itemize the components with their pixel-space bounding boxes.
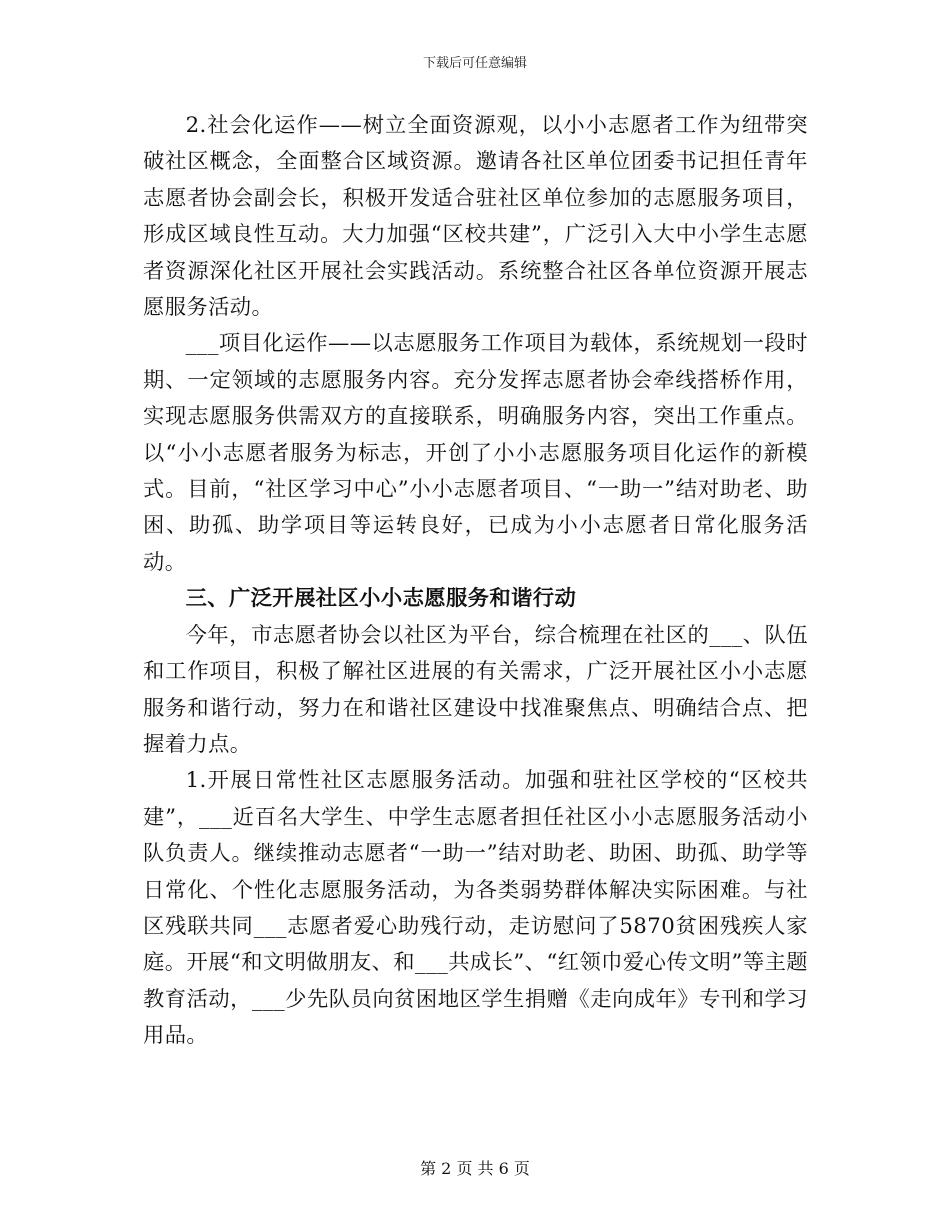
document-body [143, 108, 808, 1055]
page-footer: 第 2 页 共 6 页 [420, 1159, 530, 1178]
page-header: 下载后可任意编辑 [422, 56, 527, 71]
section-heading-three: 三、广泛开展社区小小志愿服务和谐行动 [185, 586, 577, 612]
paragraph-project-operation: ___项目化运作——以志愿服务工作项目为载体，系统规划一段时期、一定领域的志愿服务内容。充分发挥志愿者协会牵线搭桥作用，实现志愿服务供需双方的直接联系，明确服务内容，突出工作重点。以“小小志愿者服务为标志，开创了小小志愿服务项目化运作的新模式。目前，“社区学习中心”小小志愿者项目、“一助一”结对助老、助困、助孤、助学项目等运转良好，已成为小小志愿者日常化服务活动。 [143, 331, 808, 575]
paragraph-this-year: 今年，市志愿者协会以社区为平台，综合梳理在社区的___、队伍和工作项目，积极了解社区进展的有关需求，广泛开展社区小小志愿服务和谐行动，努力在和谐社区建设中找准聚焦点、明确结合点、把握着力点。 [143, 622, 808, 757]
paragraph-daily-activities: 1.开展日常性社区志愿服务活动。加强和驻社区学校的“区校共建”，___近百名大学生、中学生志愿者担任社区小小志愿服务活动小队负责人。继续推动志愿者“一助一”结对助老、助困、助孤、助学等日常化、个性化志愿服务活动，为各类弱势群体解决实际困难。与社区残联共同___志愿者爱心助残行动，走访慰问了5870贫困残疾人家庭。开展“和文明做朋友、和___共成长”、“红领巾爱心传文明”等主题教育活动，___少先队员向贫困地区学生捐赠《走向成年》专刊和学习用品。 [143, 768, 808, 1049]
paragraph-socialized-operation: 2.社会化运作——树立全面资源观，以小小志愿者工作为纽带突破社区概念，全面整合区域资源。邀请各社区单位团委书记担任青年志愿者协会副会长，积极开发适合驻社区单位参加的志愿服务项目，形成区域良性互动。大力加强“区校共建”，广泛引入大中小学生志愿者资源深化社区开展社会实践活动。系统整合社区各单位资源开展志愿服务活动。 [143, 113, 808, 321]
